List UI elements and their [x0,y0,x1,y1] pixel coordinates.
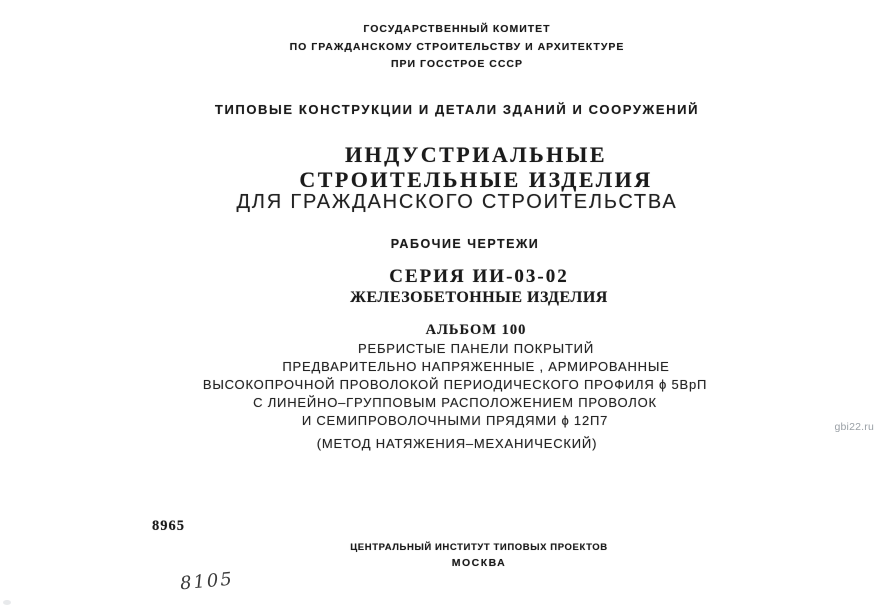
order-number: 8965 [152,518,185,534]
album-description-line-5: И СЕМИПРОВОЛОЧНЫМИ ПРЯДЯМИ ϕ 12П7 [301,413,609,428]
series-number: СЕРИЯ ИИ-03-02 [389,266,569,287]
main-title-line-1: ИНДУСТРИАЛЬНЫЕ [344,142,608,167]
album-description-line-2: ПРЕДВАРИТЕЛЬНО НАПРЯЖЕННЫЕ , АРМИРОВАННЫЕ [282,359,670,374]
main-title-line-3: ДЛЯ ГРАЖДАНСКОГО СТРОИТЕЛЬСТВА [236,191,678,213]
org-line-3: ПРИ ГОССТРОЕ СССР [390,58,524,70]
organization-header [37,21,877,74]
scan-speck [3,600,11,605]
org-line-1: ГОСУДАРСТВЕННЫЙ КОМИТЕТ [363,23,551,35]
series-subtitle: ЖЕЛЕЗОБЕТОННЫЕ ИЗДЕЛИЯ [350,289,608,306]
institute-name: ЦЕНТРАЛЬНЫЙ ИНСТИТУТ ТИПОВЫХ ПРОЕКТОВ [350,542,608,553]
working-drawings-label: РАБОЧИЕ ЧЕРТЕЖИ [390,237,540,251]
main-title-line-2: СТРОИТЕЛЬНЫЕ ИЗДЕЛИЯ [299,167,653,192]
series-heading: ТИПОВЫЕ КОНСТРУКЦИИ И ДЕТАЛИ ЗДАНИЙ И СООРУЖЕНИЙ [214,102,700,117]
handwritten-number: 8105 [179,568,235,595]
album-description-line-3: ВЫСОКОПРОЧНОЙ ПРОВОЛОКОЙ ПЕРИОДИЧЕСКОГО ПРОФИЛЯ ϕ 5ВрП [202,377,708,392]
watermark: gbi22.ru [834,421,874,433]
tensioning-method-note: (МЕТОД НАТЯЖЕНИЯ–МЕХАНИЧЕСКИЙ) [316,436,598,451]
album-description-line-4: С ЛИНЕЙНО–ГРУППОВЫМ РАСПОЛОЖЕНИЕМ ПРОВОЛОК [253,395,657,410]
org-line-2: ПО ГРАЖДАНСКОМУ СТРОИТЕЛЬСТВУ И АРХИТЕКТУРЕ [289,40,625,53]
album-description-line-1: РЕБРИСТЫЕ ПАНЕЛИ ПОКРЫТИЙ [358,341,594,356]
main-title [75,142,877,192]
city-label: МОСКВА [451,557,507,569]
album-number: АЛЬБОМ 100 [425,322,527,338]
